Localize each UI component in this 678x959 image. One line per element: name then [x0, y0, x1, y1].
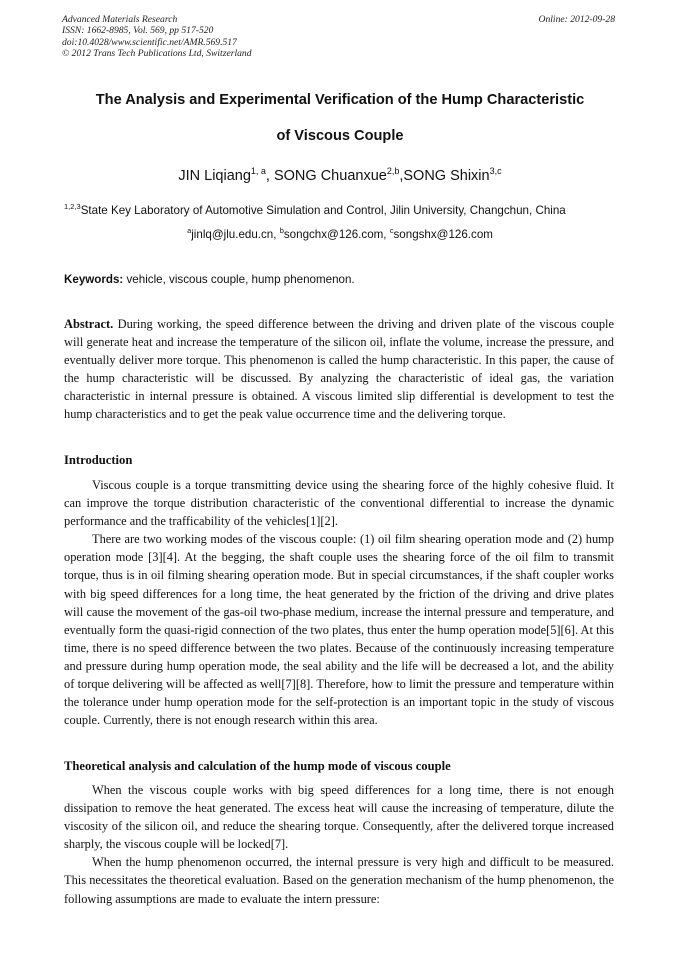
journal-copyright: © 2012 Trans Tech Publications Ltd, Switzerland — [62, 48, 252, 60]
body-paragraph: When the viscous couple works with big speed differences for a long time, there is not enough dissipation to remove the heat generated. The excess heat will cause the increasing of temperature, dilute the viscosity of the silicon oil, and reduce the shearing torque. Consequently, after the delivered torque increased sharply, the viscous couple will be locked[7]. — [64, 783, 614, 852]
author-superscript: 3,c — [489, 166, 502, 176]
keywords-label: Keywords: — [64, 273, 124, 286]
email-address: songshx@126.com — [393, 228, 493, 241]
body-paragraph: When the hump phenomenon occurred, the internal pressure is very high and difficult to be measured. This necessitates the theoretical evaluation. Based on the generation mechanism of the hump phenomenon, the following assumptions are made to evaluate the intern pressure: — [64, 855, 614, 906]
body-paragraph: Viscous couple is a torque transmitting device using the shearing force of the highly cohesive fluid. It can improve the torque distribution characteristic of the conventional differential to increase the dynamic performance and the trafficability of the vehicles[1][2]. — [64, 478, 614, 529]
author-separator: , — [399, 168, 404, 184]
keywords-text: vehicle, viscous couple, hump phenomenon. — [123, 273, 355, 286]
theory-section — [64, 781, 614, 908]
affiliation-superscript: 1,2,3 — [64, 202, 81, 211]
journal-header — [62, 14, 422, 60]
email-superscript: a — [187, 226, 192, 235]
affiliation-text: State Key Laboratory of Automotive Simulation and Control, Jilin University, Changchun, China — [80, 204, 566, 217]
abstract-paragraph — [64, 315, 614, 424]
author-name: SONG Shixin — [403, 168, 490, 184]
email-address: songchx@126.com, — [283, 228, 390, 241]
author-list — [60, 168, 620, 184]
section-heading-theory: Theoretical analysis and calculation of the hump mode of viscous couple — [64, 759, 451, 773]
affiliation — [64, 204, 624, 217]
author-superscript: 2,b — [386, 166, 400, 176]
author-name: SONG Chuanxue — [273, 168, 387, 184]
journal-doi: doi:10.4028/www.scientific.net/AMR.569.517 — [62, 36, 237, 48]
journal-issn: ISSN: 1662-8985, Vol. 569, pp 517-520 — [62, 25, 214, 37]
abstract — [64, 315, 614, 424]
paper-title-line-1: The Analysis and Experimental Verification of the Hump Characteristic — [95, 92, 585, 108]
author-name: JIN Liqiang — [178, 168, 251, 184]
section-heading-introduction: Introduction — [64, 453, 133, 467]
author-emails — [60, 228, 620, 241]
abstract-text: During working, the speed difference between the driving and driven plate of the viscous couple will generate heat and increase the temperature of the silicon oil, inflate the volume, increase the pressure, and eventually deliver more torque. This phenomenon is called the hump characteristic. In this paper, the cause of the hump characteristic will be discussed. By analyzing the characteristic of ideal gas, the variation characteristic in internal pressure is obtained. A viscous limited slip differential is development to test the hump characteristics and to get the peak value occurrence time and the delivering torque. — [64, 317, 614, 422]
keywords — [64, 273, 616, 286]
introduction-section — [64, 476, 614, 729]
abstract-label: Abstract. — [64, 317, 114, 331]
online-date: Online: 2012-09-28 — [538, 14, 615, 25]
email-address: jinlq@jlu.edu.cn, — [191, 228, 280, 241]
paper-title-line-2: of Viscous Couple — [276, 128, 404, 144]
email-superscript: c — [389, 226, 394, 235]
author-superscript: 1, a — [250, 166, 266, 176]
author-separator: , — [265, 168, 274, 184]
journal-name: Advanced Materials Research — [62, 14, 178, 25]
email-superscript: b — [279, 226, 284, 235]
body-paragraph: There are two working modes of the viscous couple: (1) oil film shearing operation mode and (2) hump operation mode [3][4]. At the begging, the shaft couple uses the shearing force of the oil film to transmit torque, thus is in oil filming shearing operation mode. But in special circumstances, if the shaft coupler works with big speed differences for a long time, the heat generated by the friction of the driving and drive plates will cause the movement of the gas-oil two-phase medium, increase the internal pressure and temperature, and eventually form the quasi-rigid connection of the two plates, thus enter the hump operation mode[5][6]. At this time, there is no speed difference between the two plates. Because of the continuously increasing temperature and pressure during hump operation mode, the seal ability and the life will be decreased a lot, and the ability of torque delivering will be affected as well[7][8]. Therefore, how to limit the pressure and temperature within the tolerance under hump operation mode for the self-protection is an important topic in the study of viscous couple. Currently, there is not enough research within this area. — [64, 532, 614, 728]
